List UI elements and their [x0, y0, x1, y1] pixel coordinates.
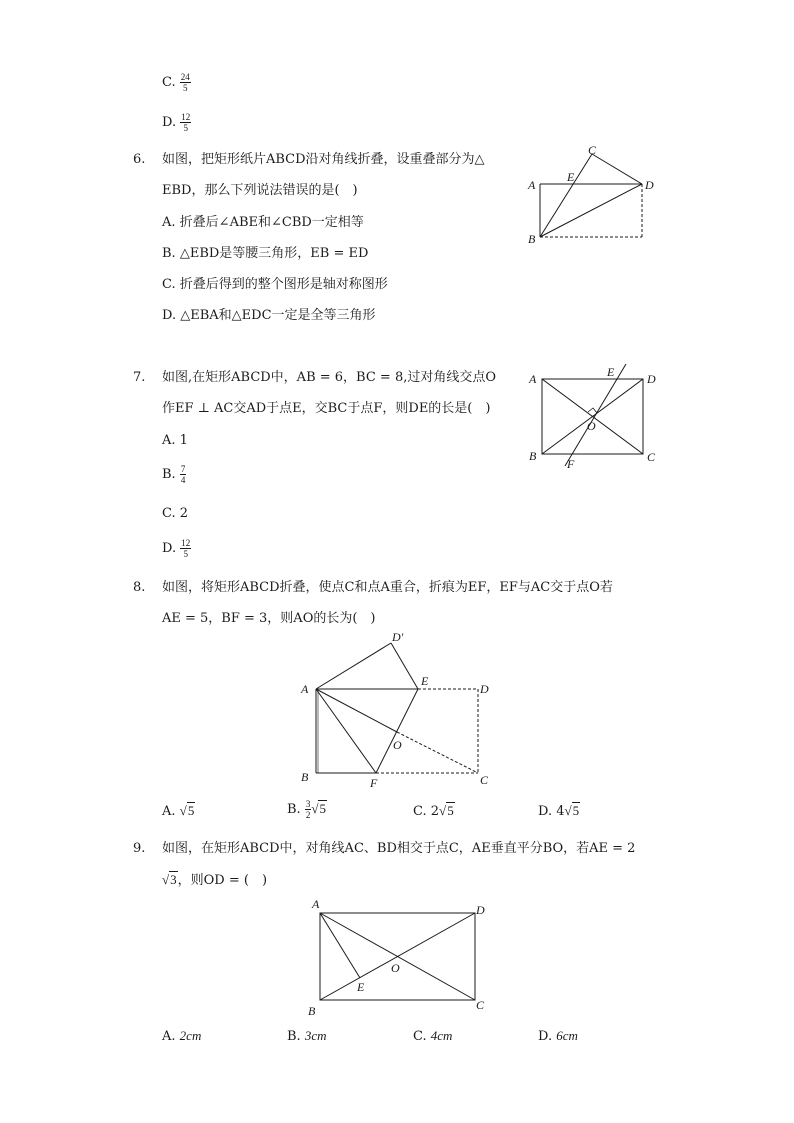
q6-stem-line1: 如图，把矩形纸片ABCD沿对角线折叠，设重叠部分为△ — [162, 152, 485, 167]
q9-stem-line2: √3，则OD = ( ) — [162, 872, 268, 888]
q8-stem-line2: AE = 5，BF = 3，则AO的长为( ) — [162, 611, 376, 626]
label-c: C — [480, 773, 489, 787]
label-a: A — [312, 897, 320, 911]
q7-stem-line2: 作EF ⊥ AC交AD于点E，交BC于点F，则DE的长是( ) — [162, 401, 491, 416]
q9-option-c[interactable]: C. 4cm — [413, 1028, 453, 1044]
radical: √5 — [439, 803, 454, 818]
label-a: A — [528, 178, 536, 192]
label-o: O — [587, 419, 596, 433]
radical: √3 — [162, 872, 177, 887]
fraction: $\frac{12}{5}$ — [181, 538, 191, 559]
label-o: O — [393, 738, 402, 752]
q8-option-d[interactable]: D. 4√5 — [538, 803, 580, 819]
q9-option-b[interactable]: B. 3cm — [287, 1028, 327, 1044]
label-a: A — [301, 682, 309, 696]
q6-option-a[interactable]: A. 折叠后∠ABE和∠CBD一定相等 — [162, 215, 364, 230]
fraction: $\frac{24}{5}$ — [180, 72, 190, 93]
q7-stem-line1: 如图,在矩形ABCD中，AB = 6，BC = 8,过对角线交点O — [162, 370, 497, 385]
q6-stem-line2: EBD，那么下列说法错误的是( ) — [162, 183, 358, 198]
label-e: E — [357, 980, 365, 994]
label-d: D — [645, 178, 654, 192]
q5-option-c[interactable] — [162, 72, 191, 93]
q9-option-d[interactable]: D. 6cm — [538, 1028, 578, 1044]
q5-option-d[interactable] — [162, 112, 191, 133]
fraction: $\frac{3}{2}$ — [305, 799, 311, 820]
q8-stem-line1: 如图，将矩形ABCD折叠，使点C和点A重合，折痕为EF，EF与AC交于点O若 — [162, 580, 613, 595]
q9-figure — [300, 893, 495, 1021]
label-e: E — [607, 365, 615, 379]
q7-option-d[interactable]: D. $\frac{12}{5}$ — [162, 538, 191, 559]
q6-option-d[interactable]: D. △EBA和△EDC一定是全等三角形 — [162, 308, 376, 323]
option-letter: C. — [162, 75, 176, 90]
q6-option-b[interactable]: B. △EBD是等腰三角形，EB = ED — [162, 246, 369, 261]
label-c: C — [588, 143, 597, 157]
option-letter: D. — [162, 115, 177, 130]
label-b: B — [529, 449, 537, 463]
label-c: C — [647, 450, 656, 464]
diagonal-bd — [540, 184, 642, 237]
label-a: A — [529, 372, 537, 386]
label-d: D — [480, 682, 489, 696]
fraction: $\frac{12}{5}$ — [181, 112, 191, 133]
q7-option-a[interactable]: A. 1 — [162, 433, 188, 448]
q8-number: 8. — [133, 580, 146, 595]
q7-number: 7. — [133, 370, 146, 385]
q9-option-a[interactable]: A. 2cm — [162, 1028, 202, 1044]
q9-number: 9. — [133, 841, 146, 856]
label-c: C — [476, 998, 485, 1012]
q7-figure — [525, 362, 670, 472]
label-e: E — [421, 674, 429, 688]
q8-option-a[interactable]: A. √5 — [162, 803, 195, 819]
q7-option-b[interactable]: B. $\frac{7}{4}$ — [162, 464, 186, 485]
q8-option-b[interactable]: B. $\frac{3}{2}$ √5 — [287, 799, 326, 820]
segment-af — [316, 689, 376, 773]
label-o: O — [391, 961, 400, 975]
segment-ao — [316, 689, 397, 732]
q9-stem-line1: 如图，在矩形ABCD中，对角线AC、BD相交于点C，AE垂直平分BO，若AE = 2 — [162, 841, 636, 856]
segment-bc — [540, 154, 592, 237]
label-d: D — [476, 903, 485, 917]
radical: √5 — [311, 801, 326, 816]
q8-option-c[interactable]: C. 2√5 — [413, 803, 454, 819]
q8-figure — [290, 625, 505, 793]
label-e: E — [567, 170, 575, 184]
radical: √5 — [179, 803, 195, 818]
label-b: B — [308, 1004, 316, 1018]
label-d: D — [647, 372, 656, 386]
q6-option-c[interactable]: C. 折叠后得到的整个图形是轴对称图形 — [162, 277, 388, 292]
label-b: B — [528, 232, 536, 246]
q7-option-c[interactable]: C. 2 — [162, 506, 189, 521]
label-f: F — [370, 776, 378, 790]
fraction: $\frac{7}{4}$ — [180, 464, 186, 485]
q6-figure — [525, 142, 660, 247]
q6-number: 6. — [133, 152, 146, 167]
radical: √5 — [564, 803, 580, 818]
label-d-prime: D′ — [392, 630, 404, 644]
dashed-oc — [397, 732, 478, 773]
segment-ad-prime — [316, 643, 391, 689]
label-b: B — [301, 770, 309, 784]
fold-ef — [376, 689, 418, 773]
segment-cd — [592, 154, 642, 184]
segment-d-prime-e — [391, 643, 418, 689]
label-f: F — [567, 457, 575, 471]
segment-ae — [320, 913, 360, 978]
